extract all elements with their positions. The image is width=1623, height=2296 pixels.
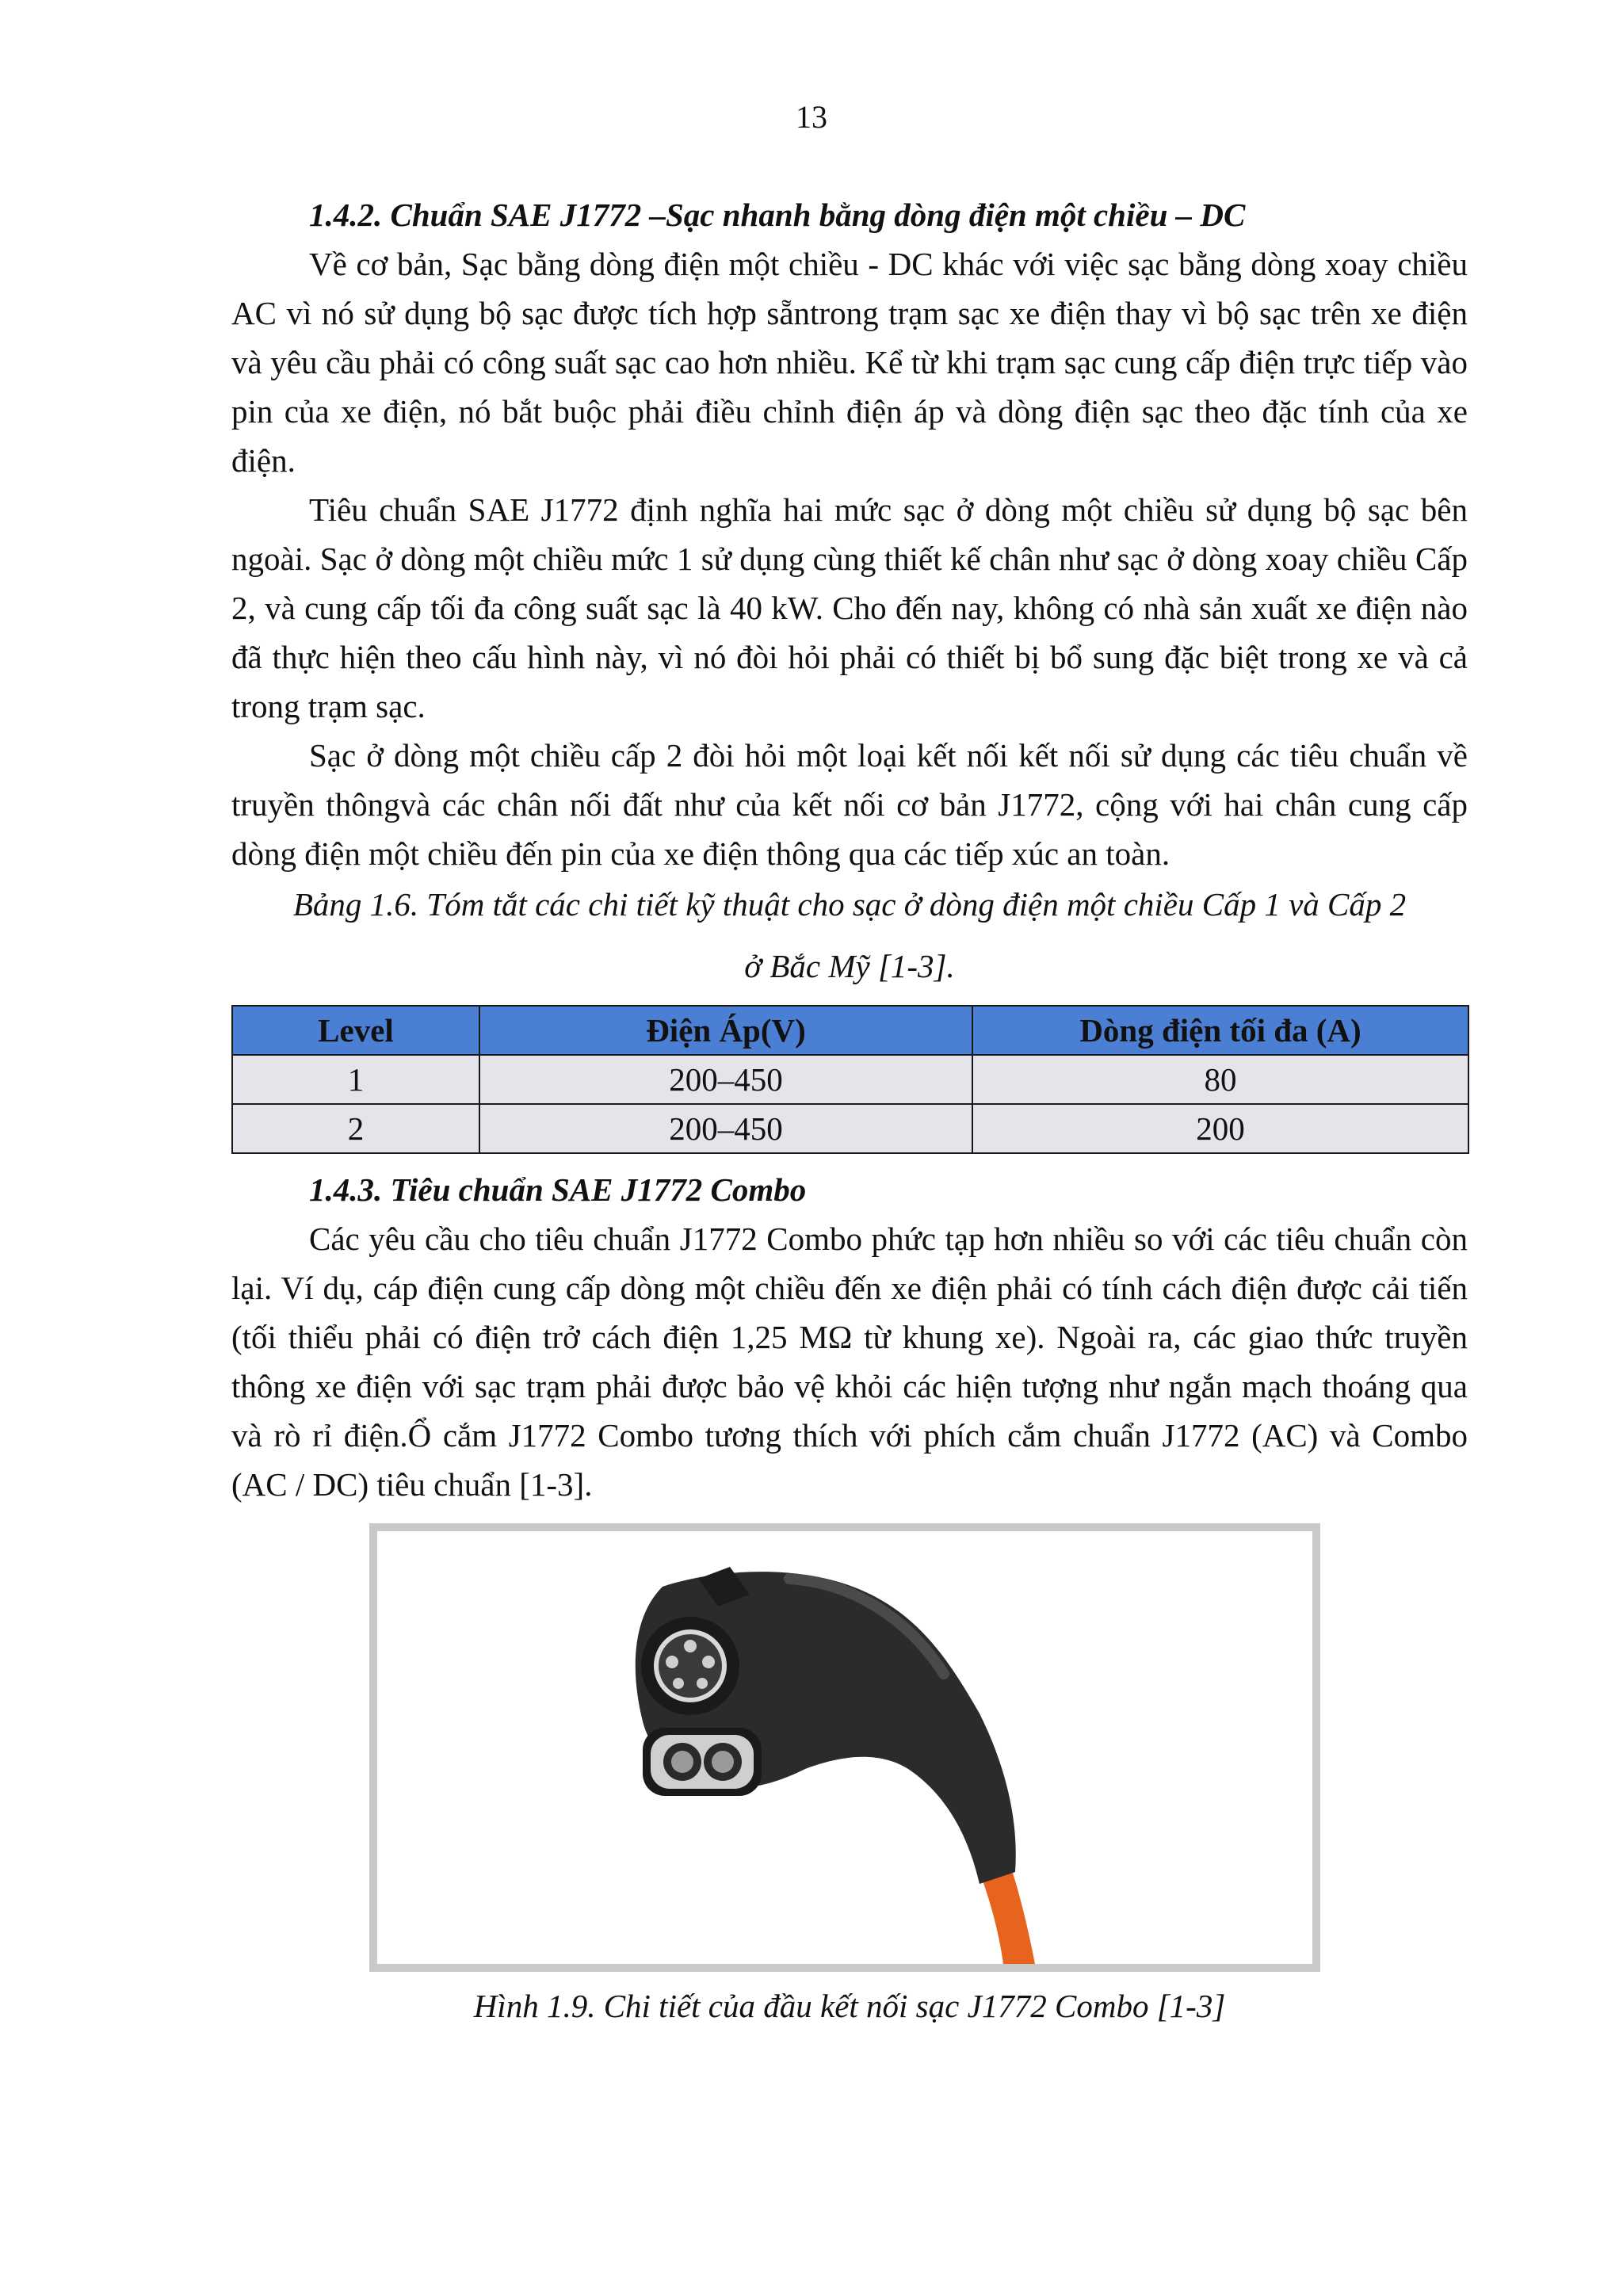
table-caption-line-2: ở Bắc Mỹ [1-3]. [744, 948, 955, 984]
table-row [232, 1104, 1468, 1153]
table-header-voltage: Điện Áp(V) [479, 1006, 972, 1055]
table-header-level: Level [232, 1006, 479, 1055]
section-heading-1-4-3: 1.4.3. Tiêu chuẩn SAE J1772 Combo [309, 1171, 807, 1208]
table-header-row [232, 1006, 1468, 1055]
page-number: 13 [796, 99, 827, 135]
table-caption [231, 880, 1468, 991]
table-row [232, 1055, 1468, 1104]
table-header-max-current: Dòng điện tối đa (A) [972, 1006, 1468, 1055]
table-cell-voltage: 200–450 [479, 1055, 972, 1104]
table-cell-level: 2 [232, 1104, 479, 1153]
paragraph-dc-levels: Tiêu chuẩn SAE J1772 định nghĩa hai mức sạc ở dòng một chiều sử dụng bộ sạc bên ngoài. Sạc ở dòng một chiều mức 1 sử dụng cùng thiết kế chân như sạc ở dòng xoay chiều Cấp 2, và cung cấp tối đa công suất sạc là 40 kW. Cho đến nay, không có nhà sản xuất xe điện nào đã thực hiện theo cấu hình này, vì nó đòi hỏi phải có thiết bị bổ sung đặc biệt trong xe và cả trong trạm sạc. [231, 491, 1468, 724]
j1772-combo-connector-icon [377, 1531, 1312, 1964]
section-heading-1-4-2: 1.4.2. Chuẩn SAE J1772 –Sạc nhanh bằng dòng điện một chiều – DC [309, 197, 1246, 233]
dc-charging-spec-table [231, 1005, 1469, 1154]
table-cell-voltage: 200–450 [479, 1104, 972, 1153]
figure-caption: Hình 1.9. Chi tiết của đầu kết nối sạc J1772 Combo [1-3] [473, 1988, 1226, 2024]
table-cell-max-current: 200 [972, 1104, 1468, 1153]
paragraph-j1772-combo: Các yêu cầu cho tiêu chuẩn J1772 Combo phức tạp hơn nhiều so với các tiêu chuẩn còn lại. Ví dụ, cáp điện cung cấp dòng một chiều đến xe điện phải có tính cách điện được cải tiến (tối thiểu phải có điện trở cách điện 1,25 MΩ từ khung xe). Ngoài ra, các giao thức truyền thông xe điện với sạc trạm phải được bảo vệ khỏi các hiện tượng như ngắn mạch thoáng qua và rò rỉ điện.Ổ cắm J1772 Combo tương thích với phích cắm chuẩn J1772 (AC) và Combo (AC / DC) tiêu chuẩn [1-3]. [231, 1221, 1468, 1503]
paragraph-dc-charging-intro: Về cơ bản, Sạc bằng dòng điện một chiều - DC khác với việc sạc bằng dòng xoay chiều AC vì nó sử dụng bộ sạc được tích hợp sẵntrong trạm sạc xe điện thay vì bộ sạc trên xe điện và yêu cầu phải có công suất sạc cao hơn nhiều. Kể từ khi trạm sạc cung cấp điện trực tiếp vào pin của xe điện, nó bắt buộc phải điều chỉnh điện áp và dòng điện sạc theo đặc tính của xe điện. [231, 246, 1468, 479]
cable-icon [980, 1868, 1035, 1964]
paragraph-dc-level-2: Sạc ở dòng một chiều cấp 2 đòi hỏi một loại kết nối kết nối sử dụng các tiêu chuẩn về truyền thôngvà các chân nối đất như của kết nối cơ bản J1772, cộng với hai chân cung cấp dòng điện một chiều đến pin của xe điện thông qua các tiếp xúc an toàn. [231, 737, 1468, 872]
table-cell-level: 1 [232, 1055, 479, 1104]
table-caption-line-1: Bảng 1.6. Tóm tắt các chi tiết kỹ thuật cho sạc ở dòng điện một chiều Cấp 1 và Cấp 2 [292, 886, 1407, 923]
table-cell-max-current: 80 [972, 1055, 1468, 1104]
page-content [231, 190, 1468, 2030]
figure-frame [369, 1523, 1320, 1972]
